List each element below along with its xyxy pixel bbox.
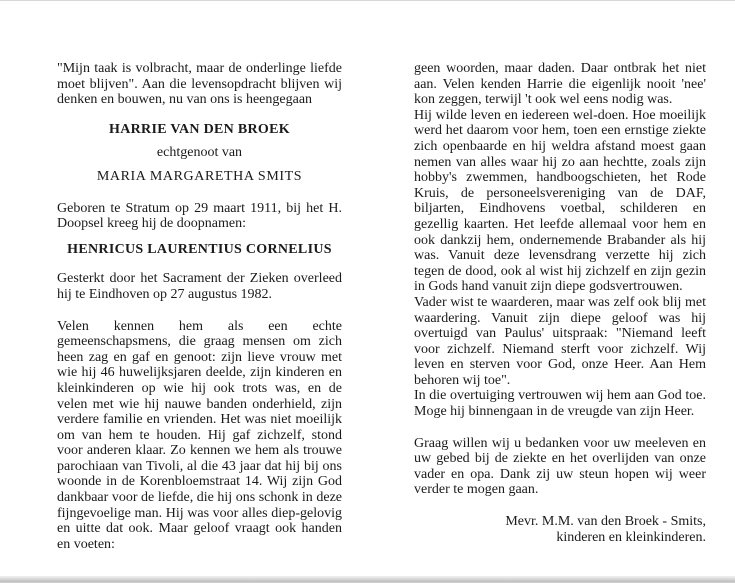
death-text: Gesterkt door het Sacrament der Zieken overleed hij te Eindhoven op 27 augustus 1982. (57, 271, 342, 302)
faith-paragraph: Vader wist te waarderen, maar was zelf ook blij met waardering. Vanuit zijn diepe geloof was hij overtuigd van Paulus' uitspraak: "Niemand leeft voor zichzelf. Niemand sterft voor zichzelf. Wij leven en sterven voor God, onze Heer. Aan Hem behoren wij toe". (414, 294, 706, 388)
biography-text: Velen kennen hem als een echte gemeenschapsmens, die graag mensen om zich heen zag en gaf en genoot: zijn lieve vrouw met wie hij 46 huwelijksjaren deelde, zijn kinderen en kleinkinderen op wie hij ook trots was, en de velen met wie hij nauwe banden onderhield, zijn verdere familie en vrienden. Het was niet moeilijk om van hem te houden. Hij gaf zichzelf, stond voor anderen klaar. Zo kennen we hem als trouwe parochiaan van Tivoli, al die 43 jaar dat hij bij ons woonde in de Korenbloemstraat 14. Wij zijn God dankbaar voor de liefde, die hij ons schonk in deze fijngevoelige man. Hij was voor alles diep-gelovig en uitte dat ook. Maar geloof vraagt ook handen en voeten: (57, 318, 342, 552)
relation-text: echtgenoot van (156, 145, 243, 161)
thanks-text: Graag willen wij u bedanken voor uw meeleven en uw gebed bij de ziekte en het overlijden van onze vader en opa. Dank zij uw steun hopen wij weer verder te mogen gaan. (414, 435, 706, 498)
deceased-name: HARRIE VAN DEN BROEK (109, 121, 290, 137)
baptismal-names: HENRICUS LAURENTIUS CORNELIUS (67, 241, 332, 257)
right-column (414, 61, 706, 545)
life-paragraph: Hij wilde leven en iedereen wel-doen. Hoe moeilijk werd het daarom voor hem, toen een ernstige ziekte zich openbaarde en hij weldra afstand moest gaan nemen van alles waar hij zo aan hechtte, zoals zijn hobby's zwemmen, handboogschieten, het Rode Kruis, de personeelsvereniging van de DAF, biljarten, Eindhovens voetbal, schilderen en gezellig kaarten. Het leefde allemaal voor hem en ook dankzij hem, ondernemende Brabander als hij was. Vanuit deze levensdrang verzette hij zich tegen de dood, ook al wist hij zichzelf en zijn gezin in Gods hand vanuit zijn diepe godsvertrouwen. (414, 107, 706, 295)
intro-text: "Mijn taak is volbracht, maar de onderlinge liefde moet blijven". Aan die levensopdracht blijven wij denken en bouwen, nu van ons is heengegaan (57, 61, 342, 108)
signature-line-1: Mevr. M.M. van den Broek - Smits, (505, 514, 706, 530)
card-bottom-edge (0, 576, 735, 582)
continuation-text: geen woorden, maar daden. Daar ontbrak het niet aan. Velen kenden Harrie die eigenlijk nooit 'nee' kon zeggen, terwijl 't ook wel eens nodig was. (414, 61, 706, 108)
spouse-name: MARIA MARGARETHA SMITS (96, 168, 303, 184)
conviction-text: In die overtuiging vertrouwen wij hem aan God toe. Moge hij binnengaan in de vreugde van zijn Heer. (414, 388, 706, 420)
left-column (57, 61, 342, 552)
signature-line-2: kinderen en kleinkinderen. (556, 529, 706, 545)
birth-text: Geboren te Stratum op 29 maart 1911, bij het H. Doopsel kreeg hij de doopnamen: (57, 200, 342, 232)
